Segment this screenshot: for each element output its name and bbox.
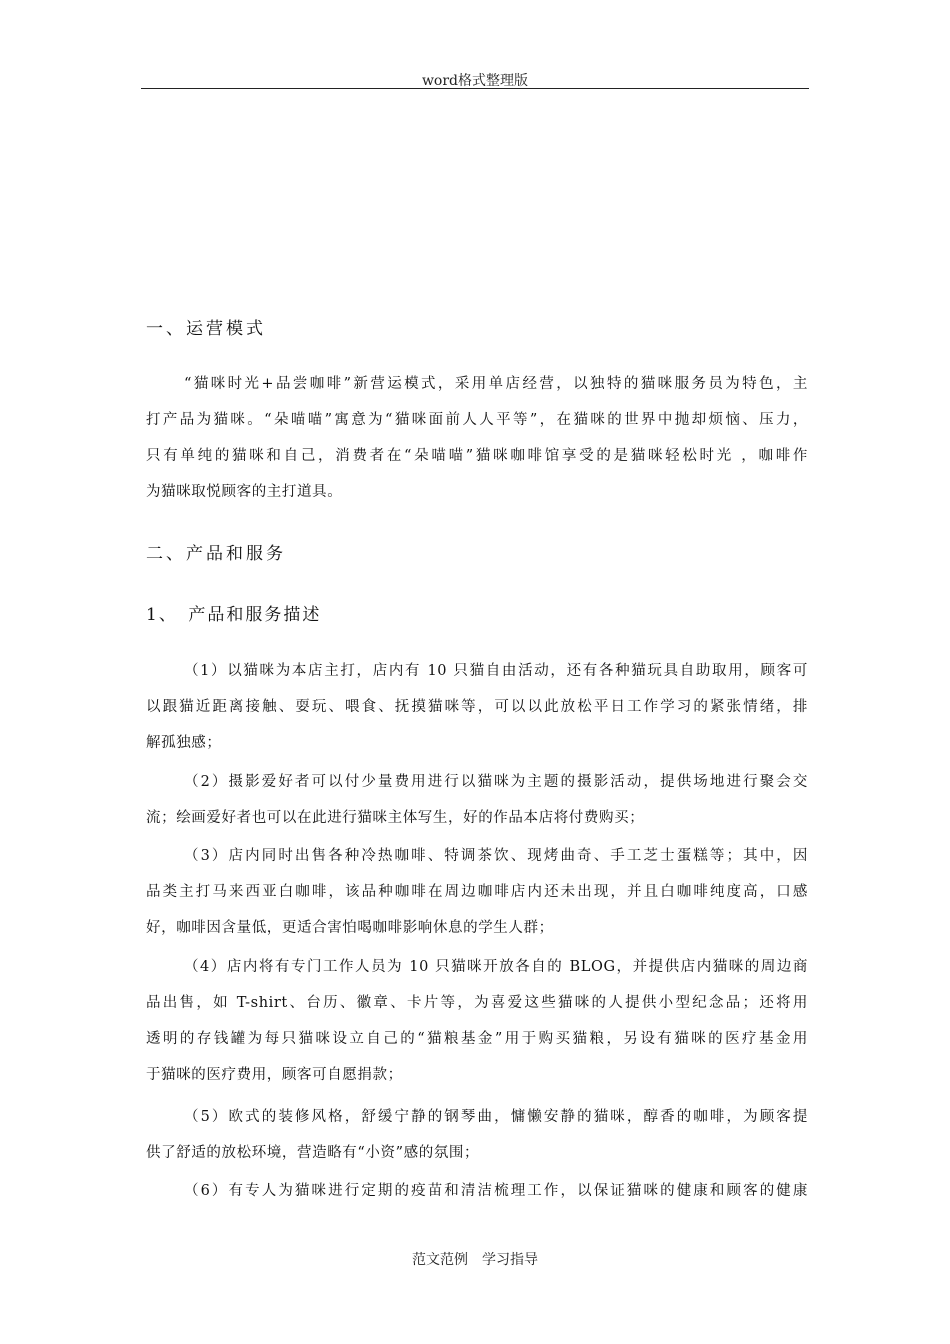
text-line: （2）摄影爱好者可以付少量费用进行以猫咪为主题的摄影活动，提供场地进行聚会交 [184,774,808,790]
text-line: 于猫咪的医疗费用，顾客可自愿捐款； [146,1067,403,1083]
text-line: 以跟猫近距离接触、耍玩、喂食、抚摸猫咪等，可以以此放松平日工作学习的紧张情绪，排 [146,699,808,715]
text-line: 打产品为猫咪。“朵喵喵”寓意为“猫咪面前人人平等”，在猫咪的世界中抛却烦恼、压力， [146,412,808,428]
text-line: （1）以猫咪为本店主打，店内有 10 只猫自由活动，还有各种猫玩具自助取用，顾客可 [184,663,808,679]
text-line: 品出售，如 T-shirt、台历、徽章、卡片等，为喜爱这些猫咪的人提供小型纪念品；还将用 [146,995,808,1011]
page-footer-text: 范文范例 学习指导 [412,1252,538,1268]
text-line: 透明的存钱罐为每只猫咪设立自己的“猫粮基金”用于购买猫粮，另设有猫咪的医疗基金用 [146,1031,808,1047]
text-line: 供了舒适的放松环境，营造略有“小资”感的氛围； [146,1145,480,1161]
header-rule [141,88,809,89]
text-line: 流；绘画爱好者也可以在此进行猫咪主体写生，好的作品本店将付费购买； [146,810,645,826]
paragraph-item-2 [146,764,808,836]
text-line: 只有单纯的猫咪和自己，消费者在“朵喵喵”猫咪咖啡馆享受的是猫咪轻松时光 ，咖啡作 [146,448,808,464]
text-line: 解孤独感； [146,735,222,751]
text-line: 好，咖啡因含量低，更适合害怕喝咖啡影响休息的学生人群； [146,920,554,936]
text-line: （6）有专人为猫咪进行定期的疫苗和清洁梳理工作，以保证猫咪的健康和顾客的健康 [184,1183,808,1199]
text-line: （4）店内将有专门工作人员为 10 只猫咪开放各自的 BLOG，并提供店内猫咪的周边商 [184,959,808,975]
paragraph-item-4 [146,949,808,1093]
paragraph-item-1 [146,653,808,761]
paragraph-item-6 [146,1173,808,1209]
text-line: （5）欧式的装修风格，舒缓宁静的钢琴曲，慵懒安静的猫咪，醇香的咖啡，为顾客提 [184,1109,808,1125]
paragraph-operation-mode [146,366,808,510]
text-line: “猫咪时光+品尝咖啡”新营运模式，采用单店经营，以独特的猫咪服务员为特色，主 [184,376,808,392]
paragraph-item-3 [146,838,808,946]
section-heading-products-services: 二、产品和服务 [146,544,286,564]
subsection-heading-description: 1、 产品和服务描述 [146,605,322,625]
text-line: 为猫咪取悦顾客的主打道具。 [146,484,343,500]
text-line: 品类主打马来西亚白咖啡，该品种咖啡在周边咖啡店内还未出现，并且白咖啡纯度高，口感 [146,884,808,900]
page-header-text: word格式整理版 [421,73,529,89]
text-line: （3）店内同时出售各种冷热咖啡、特调茶饮、现烤曲奇、手工芝士蛋糕等；其中，因 [184,848,808,864]
paragraph-item-5 [146,1099,808,1171]
section-heading-operation-mode: 一、运营模式 [146,319,266,339]
